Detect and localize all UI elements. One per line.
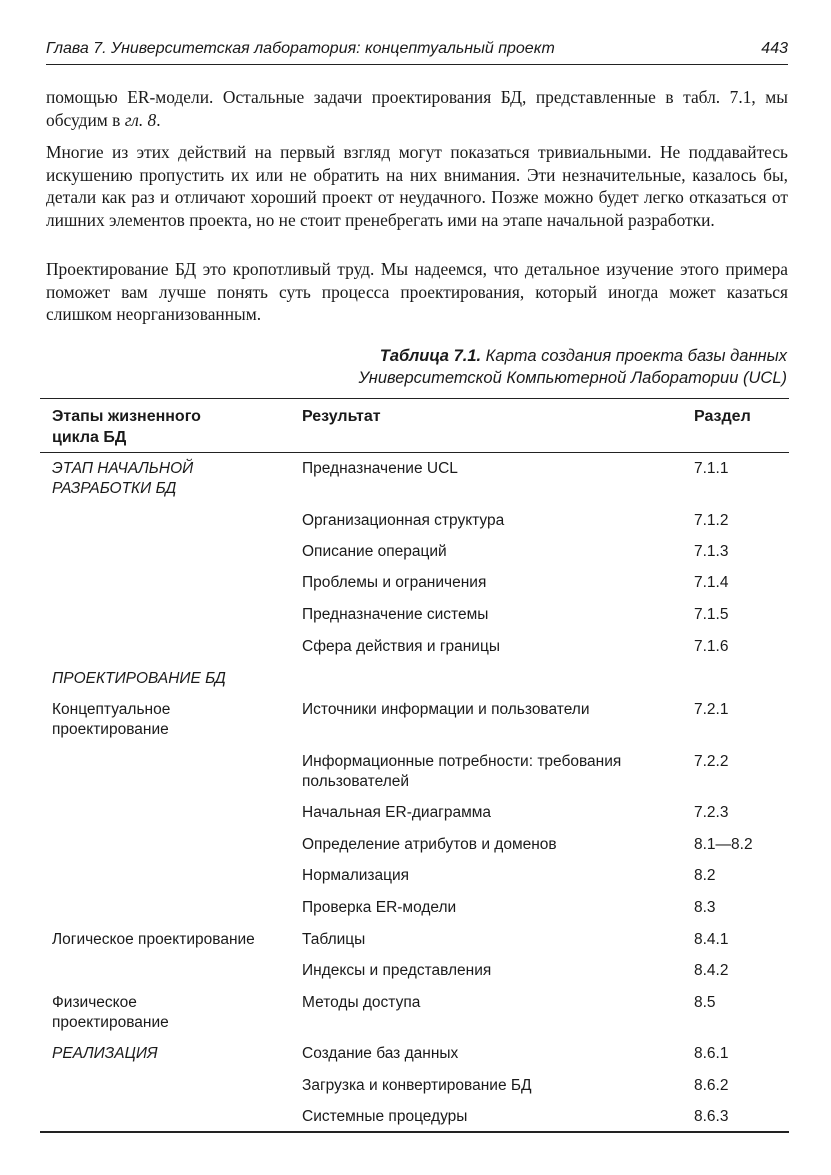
table-cell-stage: Физическое проектирование	[52, 994, 169, 1031]
table-caption-label: Таблица 7.1.	[379, 347, 482, 365]
table-cell-result: Системные процедуры	[302, 1108, 468, 1125]
table-cell-section: 7.1.3	[694, 543, 729, 560]
table-cell-result: Таблицы	[302, 931, 366, 948]
table-cell-stage: ЭТАП НАЧАЛЬНОЙ РАЗРАБОТКИ БД	[52, 460, 194, 497]
table-cell-result: Источники информации и пользователи	[302, 701, 590, 718]
running-header	[46, 40, 788, 65]
table-cell-result: Определение атрибутов и доменов	[302, 836, 557, 853]
table-cell-result: Сфера действия и границы	[302, 638, 500, 655]
table-cell-result: Методы доступа	[302, 994, 421, 1011]
column-header-stage: Этапы жизненного цикла БД	[52, 408, 201, 446]
column-header-result: Результат	[302, 408, 381, 425]
table-cell-section: 8.4.2	[694, 962, 729, 979]
table-bottom-rule	[40, 1131, 789, 1133]
table-cell-section: 7.2.3	[694, 804, 729, 821]
paragraph-1-text: помощью ER-модели. Остальные задачи проектирования БД, представленные в табл. 7.1, мы обсудим в	[46, 87, 788, 130]
table-cell-stage: Логическое проектирование	[52, 931, 255, 948]
table-cell-result: Проверка ER-модели	[302, 899, 457, 916]
table-caption-line-1: Карта создания проекта базы данных	[481, 347, 787, 365]
table-cell-section: 7.1.6	[694, 638, 729, 655]
table-cell-result: Начальная ER-диаграмма	[302, 804, 492, 821]
table-cell-section: 8.6.2	[694, 1077, 729, 1094]
paragraph-2: Многие из этих действий на первый взгляд могут показаться тривиальными. Не поддавайтесь искушению пропустить их или не обратить на них внимания. Эти незначительные, казалось бы, детали как раз и отличают хороший проект от неудачного. Позже можно будет легко отказаться от лишних элементов проекта, но не стоит пренебрегать ими на этапе начальной разработки.	[46, 142, 788, 230]
table-cell-section: 8.6.3	[694, 1108, 729, 1125]
table-cell-result: Информационные потребности: требования пользователей	[302, 753, 622, 790]
table-cell-result: Создание баз данных	[302, 1045, 459, 1062]
table-cell-result: Описание операций	[302, 543, 447, 560]
table-caption	[358, 345, 787, 389]
table-cell-section: 8.6.1	[694, 1045, 729, 1062]
table-cell-section: 7.1.2	[694, 512, 729, 529]
table-cell-stage: РЕАЛИЗАЦИЯ	[52, 1045, 158, 1062]
page-number: 443	[761, 40, 788, 57]
table-cell-section: 8.1—8.2	[694, 836, 753, 853]
table-cell-section: 8.4.1	[694, 931, 729, 948]
table-cell-section: 7.2.2	[694, 753, 729, 770]
table-cell-section: 7.1.1	[694, 460, 729, 477]
table-header-rule	[40, 452, 789, 453]
table-cell-section: 8.5	[694, 994, 716, 1011]
table-cell-result: Индексы и представления	[302, 962, 492, 979]
table-cell-section: 7.2.1	[694, 701, 729, 718]
table-cell-result: Предназначение системы	[302, 606, 489, 623]
table-cell-stage: ПРОЕКТИРОВАНИЕ БД	[52, 670, 226, 687]
paragraph-1	[46, 86, 788, 131]
table-cell-result: Проблемы и ограничения	[302, 574, 487, 591]
table-cell-result: Организационная структура	[302, 512, 505, 529]
table-cell-stage: Концептуальное проектирование	[52, 701, 171, 738]
table-top-rule	[40, 398, 789, 399]
table-cell-section: 7.1.4	[694, 574, 729, 591]
table-cell-section: 8.3	[694, 899, 716, 916]
chapter-title: Глава 7. Университетская лаборатория: концептуальный проект	[46, 40, 555, 57]
chapter-reference: гл. 8	[124, 109, 157, 130]
table-cell-section: 8.2	[694, 867, 716, 884]
table-cell-result: Предназначение UCL	[302, 460, 458, 477]
paragraph-1-end: .	[156, 109, 161, 130]
column-header-section: Раздел	[694, 408, 751, 425]
paragraph-3: Проектирование БД это кропотливый труд. Мы надеемся, что детальное изучение этого примера поможет вам лучше понять суть процесса проектирования, который иногда может казаться слишком неорганизованным.	[46, 259, 788, 324]
table-cell-result: Нормализация	[302, 867, 410, 884]
table-caption-line-2: Университетской Компьютерной Лаборатории (UCL)	[358, 369, 787, 387]
table-cell-section: 7.1.5	[694, 606, 729, 623]
table-cell-result: Загрузка и конвертирование БД	[302, 1077, 532, 1094]
